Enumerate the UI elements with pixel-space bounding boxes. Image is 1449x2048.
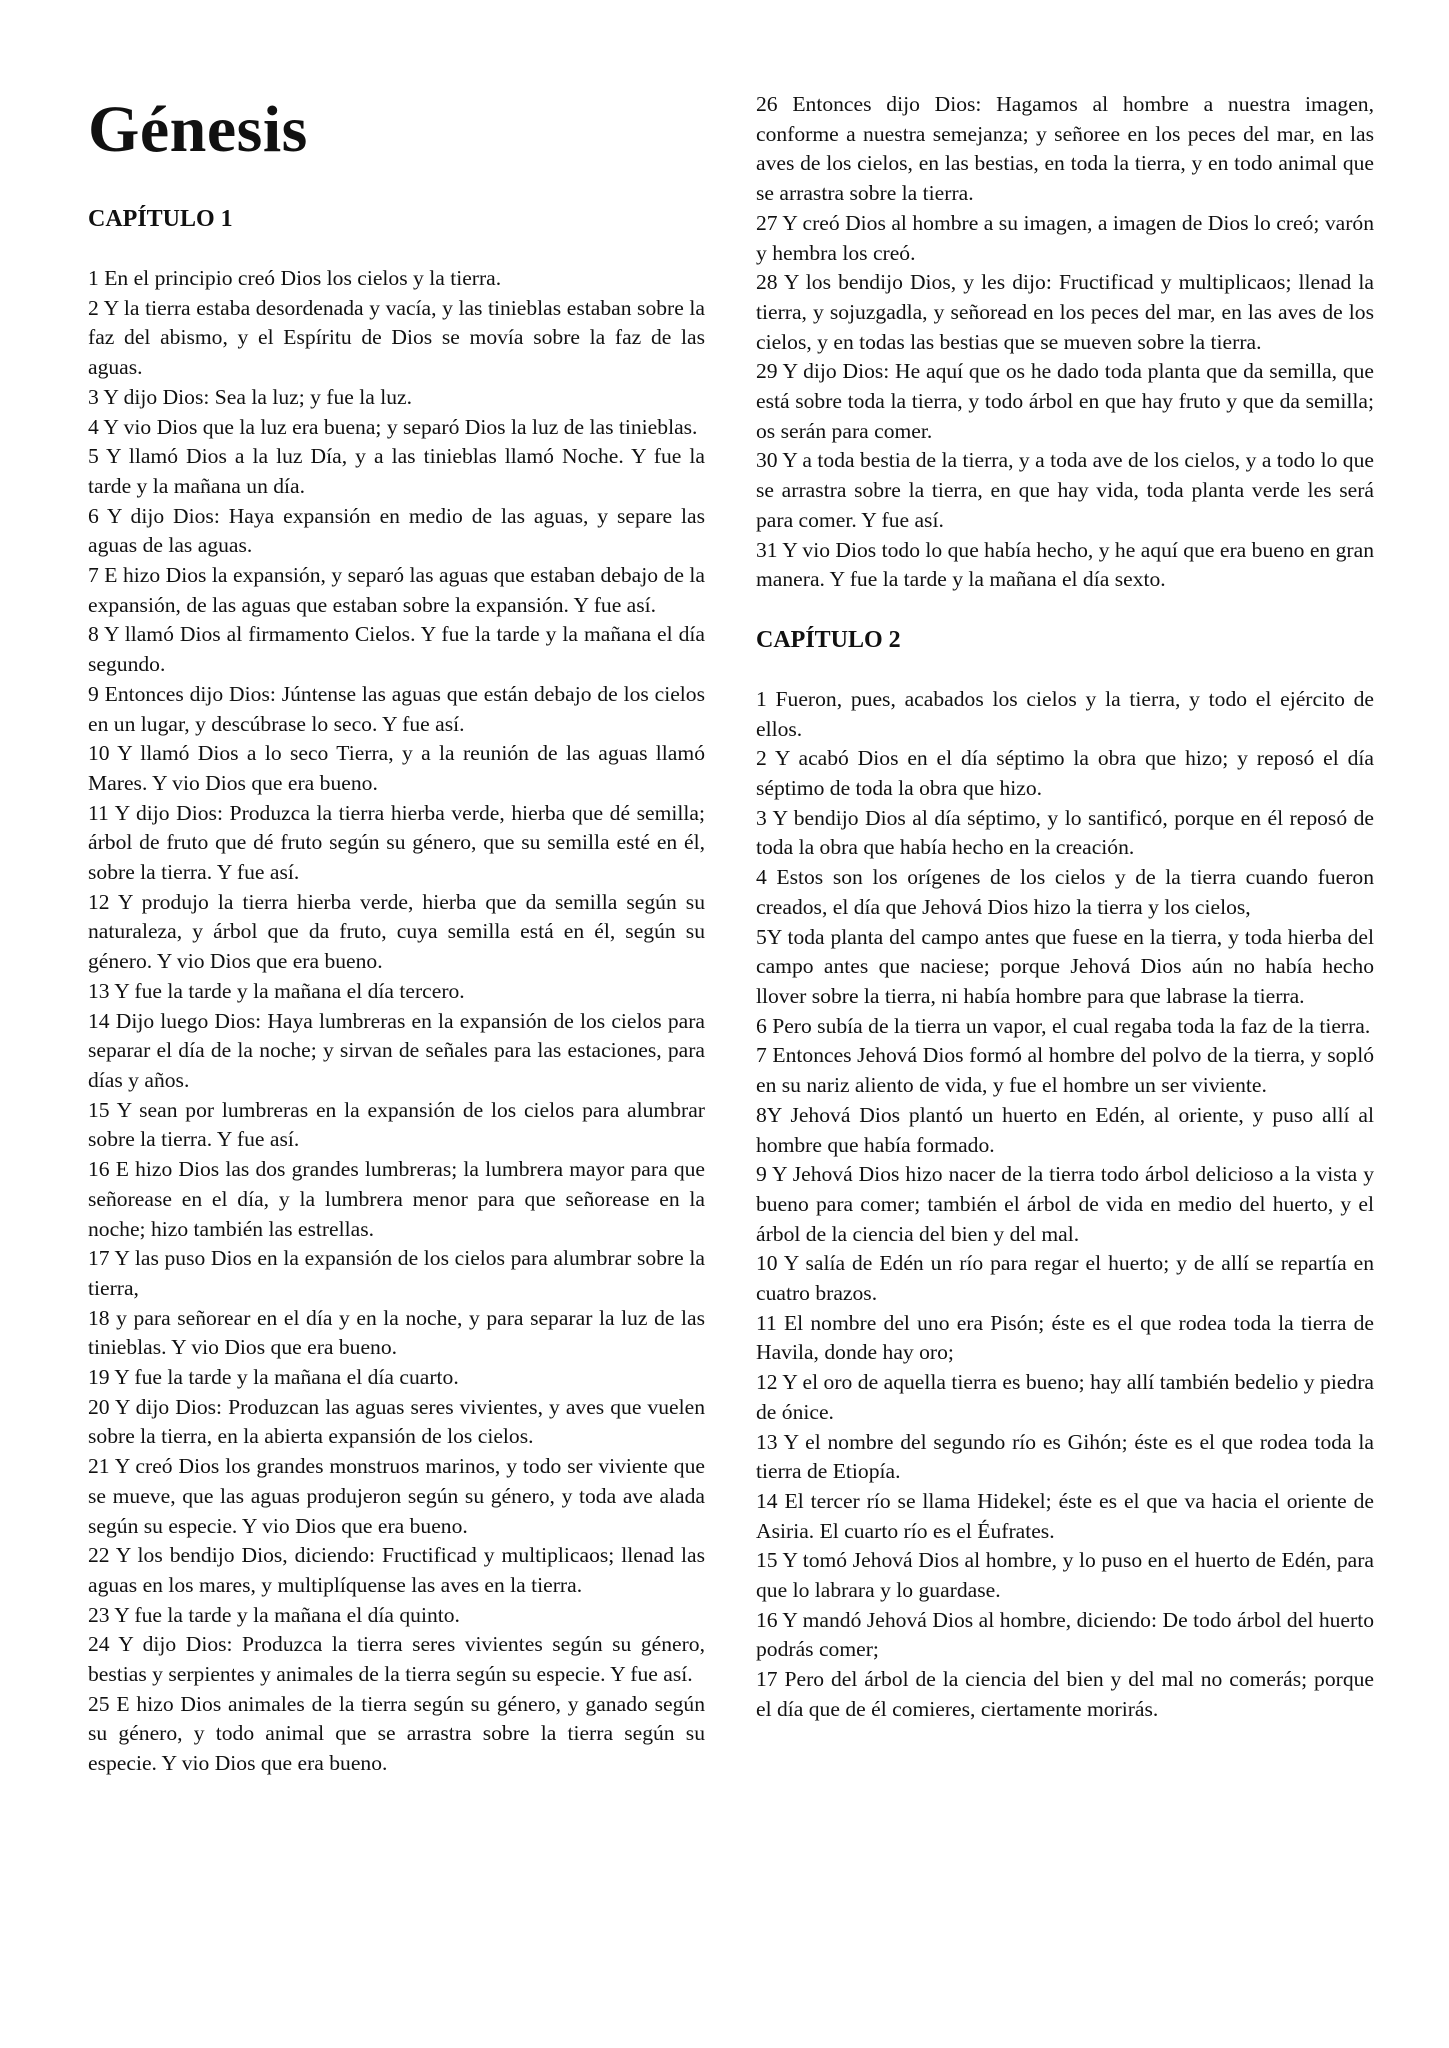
- verse: 19 Y fue la tarde y la mañana el día cuarto.: [88, 1365, 459, 1390]
- verse: 26 Entonces dijo Dios: Hagamos al hombre a nuestra imagen, conforme a nuestra semejanza; y señoree en los peces del mar, en las aves de los cielos, en las bestias, en toda la tierra, y en todo animal que se arrastra sobre la tierra.: [756, 92, 1374, 206]
- chapter-heading: CAPÍTULO 2: [756, 626, 901, 653]
- right-column: [756, 90, 1374, 1725]
- verse: 13 Y el nombre del segundo río es Gihón; éste es el que rodea toda la tierra de Etiopía.: [756, 1429, 1374, 1484]
- verse: 16 Y mandó Jehová Dios al hombre, diciendo: De todo árbol del huerto podrás comer;: [756, 1607, 1374, 1662]
- verse: 4 Y vio Dios que la luz era buena; y separó Dios la luz de las tinieblas.: [88, 414, 698, 439]
- verse: 29 Y dijo Dios: He aquí que os he dado toda planta que da semilla, que está sobre toda la tierra, y todo árbol en que hay fruto y que da semilla; os serán para comer.: [756, 359, 1374, 443]
- verse: 1 Fueron, pues, acabados los cielos y la tierra, y todo el ejército de ellos.: [756, 686, 1374, 741]
- verse: 6 Y dijo Dios: Haya expansión en medio de las aguas, y separe las aguas de las aguas.: [88, 503, 705, 558]
- verse: 7 E hizo Dios la expansión, y separó las aguas que estaban debajo de la expansión, de las aguas que estaban sobre la expansión. Y fue así.: [88, 563, 705, 617]
- verse: 14 El tercer río se llama Hidekel; éste es el que va hacia el oriente de Asiria. El cuarto río es el Éufrates.: [756, 1488, 1374, 1543]
- verse: 4 Estos son los orígenes de los cielos y de la tierra cuando fueron creados, el día que Jehová Dios hizo la tierra y los cielos,: [756, 865, 1374, 919]
- verse: 8Y Jehová Dios plantó un huerto en Edén, al oriente, y puso allí al hombre que había formado.: [756, 1102, 1374, 1157]
- verse: 21 Y creó Dios los grandes monstruos marinos, y todo ser viviente que se mueve, que las aguas produjeron según su género, y toda ave alada según su especie. Y vio Dios que era bueno.: [88, 1454, 705, 1538]
- verse: 2 Y la tierra estaba desordenada y vacía, y las tinieblas estaban sobre la faz del abismo, y el Espíritu de Dios se movía sobre la faz de las aguas.: [88, 295, 705, 380]
- verse: 8 Y llamó Dios al firmamento Cielos. Y fue la tarde y la mañana el día segundo.: [88, 622, 705, 677]
- verse: 6 Pero subía de la tierra un vapor, el cual regaba toda la faz de la tierra.: [756, 1013, 1371, 1038]
- verse: 18 y para señorear en el día y en la noche, y para separar la luz de las tinieblas. Y vio Dios que era bueno.: [88, 1305, 705, 1360]
- verse: 3 Y dijo Dios: Sea la luz; y fue la luz.: [88, 384, 413, 409]
- verse: 10 Y salía de Edén un río para regar el huerto; y de allí se repartía en cuatro brazos.: [756, 1251, 1374, 1306]
- verse: 9 Entonces dijo Dios: Júntense las aguas que están debajo de los cielos en un lugar, y descúbrase lo seco. Y fue así.: [88, 681, 705, 736]
- verse: 28 Y los bendijo Dios, y les dijo: Fructificad y multiplicaos; llenad la tierra, y sojuzgadla, y señoread en los peces del mar, en las aves de los cielos, y en todas las bestias que se mueven sobre la tierra.: [756, 270, 1374, 354]
- verse: 11 El nombre del uno era Pisón; éste es el que rodea toda la tierra de Havila, donde hay oro;: [756, 1310, 1374, 1365]
- verse: 3 Y bendijo Dios al día séptimo, y lo santificó, porque en él reposó de toda la obra que había hecho en la creación.: [756, 805, 1374, 860]
- verse: 25 E hizo Dios animales de la tierra según su género, y ganado según su género, y todo animal que se arrastra sobre la tierra según su especie. Y vio Dios que era bueno.: [88, 1691, 705, 1776]
- verse: 11 Y dijo Dios: Produzca la tierra hierba verde, hierba que dé semilla; árbol de fruto que dé fruto según su género, que su semilla esté en él, sobre la tierra. Y fue así.: [88, 800, 705, 885]
- verse: 23 Y fue la tarde y la mañana el día quinto.: [88, 1602, 460, 1627]
- document-title: Génesis: [88, 93, 308, 166]
- verse: 16 E hizo Dios las dos grandes lumbreras; la lumbrera mayor para que señorease en el día, y la lumbrera menor para que señorease en la noche; hizo también las estrellas.: [88, 1157, 705, 1241]
- verse: 22 Y los bendijo Dios, diciendo: Fructificad y multiplicaos; llenad las aguas en los mares, y multiplíquense las aves en la tierra.: [88, 1543, 705, 1597]
- verse: 27 Y creó Dios al hombre a su imagen, a imagen de Dios lo creó; varón y hembra los creó.: [756, 210, 1374, 265]
- chapter-heading: CAPÍTULO 1: [88, 206, 233, 232]
- verse: 12 Y el oro de aquella tierra es bueno; hay allí también bedelio y piedra de ónice.: [756, 1370, 1374, 1424]
- verse: 5Y toda planta del campo antes que fuese en la tierra, y toda hierba del campo antes que naciese; porque Jehová Dios aún no había hecho llover sobre la tierra, ni había hombre para que labrase la tierra.: [756, 924, 1374, 1008]
- verse: 17 Pero del árbol de la ciencia del bien y del mal no comerás; porque el día que de él comieres, ciertamente morirás.: [756, 1667, 1374, 1721]
- verse: 20 Y dijo Dios: Produzcan las aguas seres vivientes, y aves que vuelen sobre la tierra, en la abierta expansión de los cielos.: [88, 1394, 705, 1449]
- verse: 9 Y Jehová Dios hizo nacer de la tierra todo árbol delicioso a la vista y bueno para comer; también el árbol de vida en medio del huerto, y el árbol de la ciencia del bien y del mal.: [756, 1162, 1374, 1246]
- chapter-1-verses-left: [88, 264, 705, 1779]
- verse: 24 Y dijo Dios: Produzca la tierra seres vivientes según su género, bestias y serpientes y animales de la tierra según su especie. Y fue así.: [88, 1632, 705, 1687]
- verse: 15 Y sean por lumbreras en la expansión de los cielos para alumbrar sobre la tierra. Y fue así.: [88, 1097, 705, 1152]
- verse: 5 Y llamó Dios a la luz Día, y a las tinieblas llamó Noche. Y fue la tarde y la mañana un día.: [88, 444, 705, 498]
- verse: 13 Y fue la tarde y la mañana el día tercero.: [88, 978, 465, 1003]
- chapter-2-verses: [756, 685, 1374, 1725]
- verse: 31 Y vio Dios todo lo que había hecho, y he aquí que era bueno en gran manera. Y fue la tarde y la mañana el día sexto.: [756, 537, 1374, 592]
- left-column: [88, 88, 705, 1779]
- verse: 10 Y llamó Dios a lo seco Tierra, y a la reunión de las aguas llamó Mares. Y vio Dios que era bueno.: [88, 741, 705, 795]
- verse: 2 Y acabó Dios en el día séptimo la obra que hizo; y reposó el día séptimo de toda la obra que hizo.: [756, 746, 1374, 801]
- verse: 7 Entonces Jehová Dios formó al hombre del polvo de la tierra, y sopló en su nariz aliento de vida, y fue el hombre un ser viviente.: [756, 1043, 1374, 1098]
- verse: 12 Y produjo la tierra hierba verde, hierba que da semilla según su naturaleza, y árbol que da fruto, cuya semilla está en él, según su género. Y vio Dios que era bueno.: [88, 889, 705, 974]
- verse: 1 En el principio creó Dios los cielos y la tierra.: [88, 266, 502, 290]
- chapter-1-verses-right: [756, 90, 1374, 595]
- verse: 17 Y las puso Dios en la expansión de los cielos para alumbrar sobre la tierra,: [88, 1246, 705, 1300]
- verse: 15 Y tomó Jehová Dios al hombre, y lo puso en el huerto de Edén, para que lo labrara y lo guardase.: [756, 1548, 1374, 1603]
- verse: 30 Y a toda bestia de la tierra, y a toda ave de los cielos, y a todo lo que se arrastra sobre la tierra, en que hay vida, toda planta verde les será para comer. Y fue así.: [756, 448, 1374, 532]
- verse: 14 Dijo luego Dios: Haya lumbreras en la expansión de los cielos para separar el día de la noche; y sirvan de señales para las estaciones, para días y años.: [88, 1008, 705, 1092]
